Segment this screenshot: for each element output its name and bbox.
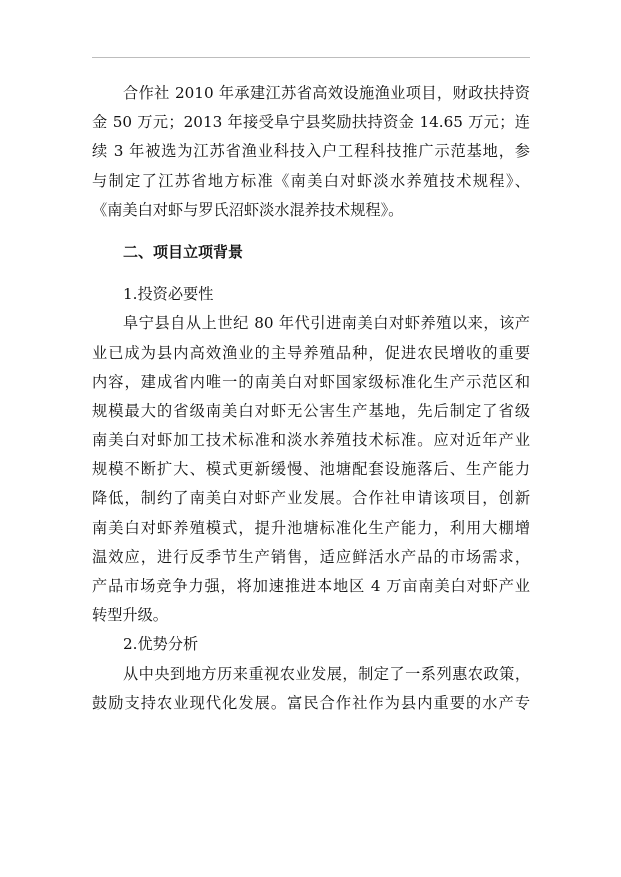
- subsection-title-advantage-analysis: 2.优势分析: [123, 635, 199, 654]
- paragraph-line: 转型升级。: [92, 606, 168, 625]
- paragraph-line: 金 50 万元；2013 年接受阜宁县奖励扶持资金 14.65 万元；连: [92, 113, 530, 132]
- paragraph-line: 续 3 年被选为江苏省渔业科技入户工程科技推广示范基地，参: [92, 142, 530, 161]
- paragraph-line: 南美白对虾加工技术标准和淡水养殖技术标准。应对近年产业: [92, 431, 530, 450]
- paragraph-line: 鼓励支持农业现代化发展。富民合作社作为县内重要的水产专: [92, 693, 530, 712]
- paragraph-line: 南美白对虾养殖模式，提升池塘标准化生产能力，利用大棚增: [92, 518, 530, 537]
- subsection-title-investment-necessity: 1.投资必要性: [123, 285, 214, 304]
- paragraph-line: 合作社 2010 年承建江苏省高效设施渔业项目，财政扶持资: [123, 84, 530, 102]
- paragraph-line: 业已成为县内高效渔业的主导养殖品种，促进农民增收的重要: [92, 343, 530, 362]
- paragraph-line: 降低，制约了南美白对虾产业发展。合作社申请该项目，创新: [92, 489, 530, 508]
- spacer: [92, 225, 530, 238]
- paragraph-line: 规模最大的省级南美白对虾无公害生产基地，先后制定了省级: [92, 401, 530, 420]
- paragraph-line: 内容，建成省内唯一的南美白对虾国家级标准化生产示范区和: [92, 372, 530, 391]
- paragraph-line: 产品市场竞争力强，将加速推进本地区 4 万亩南美白对虾产业: [92, 577, 530, 595]
- paragraph-advantage-analysis: [92, 660, 530, 718]
- paragraph-line: 从中央到地方历来重视农业发展，制定了一系列惠农政策，: [123, 664, 530, 683]
- paragraph-investment-necessity: [92, 309, 530, 630]
- paragraph-line: 与制定了江苏省地方标准《南美白对虾淡水养殖技术规程》、: [92, 171, 530, 190]
- paragraph-cooperative-history: [92, 79, 530, 225]
- paragraph-line: 温效应，进行反季节生产销售，适应鲜活水产品的市场需求，: [92, 547, 530, 566]
- document-body: [92, 79, 530, 718]
- section-heading: 二、项目立项背景: [123, 242, 244, 261]
- paragraph-line: 《南美白对虾与罗氏沼虾淡水混养技术规程》。: [92, 200, 404, 219]
- paragraph-line: 规模不断扩大、模式更新缓慢、池塘配套设施落后、生产能力: [92, 460, 530, 479]
- paragraph-line: 阜宁县自从上世纪 80 年代引进南美白对虾养殖以来，该产: [123, 314, 530, 333]
- header-rule: [92, 57, 530, 58]
- spacer: [92, 267, 530, 280]
